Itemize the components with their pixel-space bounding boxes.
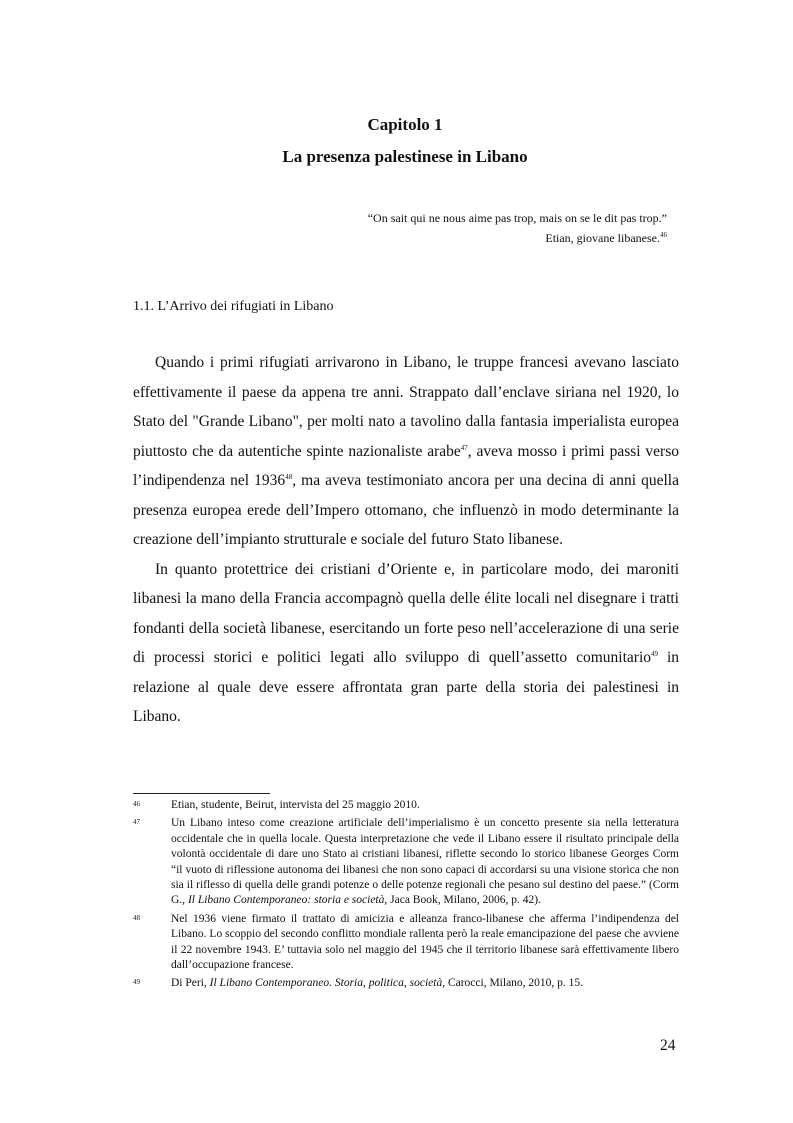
footnote-ref-46: 46 [660, 231, 667, 239]
footnote-separator [133, 793, 270, 794]
footnote-text [171, 976, 679, 991]
paragraph-1-text-a: Quando i primi rifugiati arrivarono in Libano, le truppe francesi avevano lasciato effettivamente il paese da appena tre anni. Strappato dall’enclave siriana nel 1920, lo Stato del "Grande Libano", per molti nato a tavolino dalla fantasia imperialista europea piuttosto che da autentiche spinte nazionaliste arabe [133, 354, 679, 460]
footnote-ref-47: 47 [460, 443, 468, 452]
paragraph-2 [133, 555, 679, 732]
body-text [133, 348, 679, 732]
footnote-number: 48 [133, 913, 140, 922]
paragraph-2-text-b: in relazione al quale deve essere affrontata gran parte della storia dei palestinesi in Libano. [133, 649, 679, 725]
footnote-47 [133, 816, 679, 908]
footnote-48 [133, 912, 679, 974]
paragraph-1 [133, 348, 679, 555]
epigraph-quote: “On sait qui ne nous aime pas trop, mais on se le dit pas trop.” [367, 211, 667, 225]
footnote-text-part: Di Peri, [171, 977, 210, 990]
footnote-text: Etian, studente, Beirut, intervista del 25 maggio 2010. [171, 799, 420, 811]
chapter-number: Capitolo 1 [367, 115, 443, 134]
footnote-text-part: Jaca Book, Milano, 2006, p. 42). [387, 894, 541, 907]
footnote-number: 49 [133, 978, 140, 987]
footnote-text-part: , Carocci, Milano, 2010, p. 15. [442, 977, 584, 990]
footnote-49 [133, 976, 679, 991]
section-heading: 1.1. L’Arrivo dei rifugiati in Libano [133, 299, 334, 314]
paragraph-1-text-c: , ma aveva testimoniato ancora per una decina di anni quella presenza europea erede dell’Impero ottomano, che influenzò in modo determinante la creazione dell’impianto strutturale e sociale del futuro Stato libanese. [133, 472, 679, 548]
epigraph-attribution-text: Etian, giovane libanese. [545, 231, 660, 245]
footnotes [133, 798, 679, 995]
footnote-ref-49: 49 [651, 649, 659, 658]
footnote-ref-48: 48 [285, 472, 293, 481]
footnote-text-part: Un Libano inteso come creazione artificiale dell’imperialismo è un concetto presente sia nella letteratura occidentale che in quella locale. Questa interpretazione che vede il Libano essere il risultato principale della volontà occidentale di dare uno Stato ai cristiani libanesi, riflette secondo lo storico libanese Georges Corm “il vuoto di riflessione autonoma dei libanesi che non sono capaci di accordarsi su una visione storica che non sia il riflesso di quella delle grandi potenze o delle potenze regionali che pesano sul destino del paese.” (Corm G., [171, 817, 679, 907]
page-number: 24 [660, 1037, 676, 1054]
paragraph-2-text-a: In quanto protettrice dei cristiani d’Oriente e, in particolare modo, dei maroniti libanesi la mano della Francia accompagnò quella delle élite locali nel disegnare i tratti fondanti della società libanese, esercitando un forte peso nell’accelerazione di una serie di processi storici e politici legati allo sviluppo di quell’assetto comunitario [133, 560, 679, 666]
footnote-book-title: Il Libano Contemporaneo. Storia, politica, società [209, 977, 443, 990]
epigraph-attribution [368, 228, 667, 248]
footnote-46 [133, 798, 679, 813]
chapter-title: La presenza palestinese in Libano [282, 147, 528, 166]
footnote-text [171, 816, 679, 908]
footnote-number: 46 [133, 800, 140, 808]
epigraph [368, 208, 667, 248]
footnote-text: Nel 1936 viene firmato il trattato di amicizia e alleanza franco-libanese che afferma l’indipendenza del Libano. Lo scoppio del secondo conflitto mondiale rallenta però la reale emancipazione del paese che avviene il 22 novembre 1943. E’ tuttavia solo nel maggio del 1945 che il territorio libanese sarà effettivamente libero dall’occupazione francese. [171, 912, 679, 972]
paragraph-1-text-b: , aveva mosso i primi passi verso l’indipendenza nel 1936 [133, 442, 679, 489]
footnote-number: 47 [133, 818, 140, 827]
footnote-book-title: Il Libano Contemporaneo: storia e società, [187, 894, 388, 907]
